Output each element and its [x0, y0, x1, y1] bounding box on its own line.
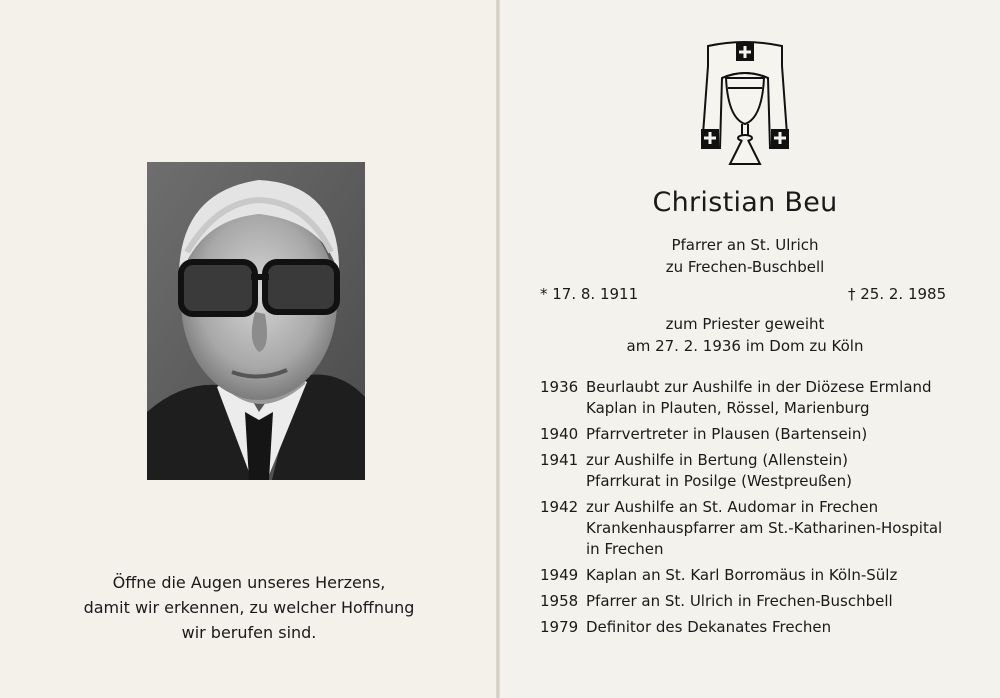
timeline-text: Pfarrvertreter in Plausen (Bartensein) [586, 425, 868, 443]
ordination-line: am 27. 2. 1936 im Dom zu Köln [626, 337, 864, 355]
timeline-year: 1936 [540, 378, 579, 396]
verse [40, 570, 458, 645]
timeline-text: Pfarrer an St. Ulrich in Frechen-Buschbell [586, 592, 893, 610]
timeline-entry [540, 497, 980, 560]
timeline-text: zur Aushilfe an St. Audomar in Frechen [586, 498, 879, 516]
timeline-entry [540, 450, 980, 492]
timeline-year: 1949 [540, 566, 579, 584]
timeline-entry [540, 565, 980, 586]
timeline-text: Krankenhauspfarrer am St.-Katharinen-Hospital [586, 519, 943, 537]
verse-line: damit wir erkennen, zu welcher Hoffnung [83, 598, 415, 617]
timeline-entry [540, 377, 980, 419]
birth-date: * 17. 8. 1911 [540, 285, 639, 303]
timeline-year: 1940 [540, 425, 579, 443]
timeline-entry [540, 424, 980, 445]
timeline-text: Definitor des Dekanates Frechen [586, 618, 832, 636]
timeline-year: 1942 [540, 498, 579, 516]
timeline-year: 1958 [540, 592, 579, 610]
chalice-stole-emblem [688, 38, 802, 170]
timeline-text: Pfarrkurat in Posilge (Westpreußen) [586, 472, 852, 490]
ordination-line: zum Priester geweiht [665, 315, 825, 333]
timeline-text: zur Aushilfe in Bertung (Allenstein) [586, 451, 848, 469]
timeline-year: 1979 [540, 618, 579, 636]
verse-line: wir berufen sind. [181, 623, 317, 642]
deceased-name: Christian Beu [652, 187, 838, 218]
role-line: Pfarrer an St. Ulrich [671, 236, 819, 254]
ordination [560, 313, 930, 357]
timeline-entry [540, 617, 980, 638]
card-fold [496, 0, 500, 698]
verse-line: Öffne die Augen unseres Herzens, [112, 573, 386, 592]
portrait-photo [147, 162, 365, 480]
career-timeline [540, 377, 980, 643]
role [560, 234, 930, 278]
timeline-year: 1941 [540, 451, 579, 469]
role-line: zu Frechen-Buschbell [665, 258, 825, 276]
timeline-text: Kaplan an St. Karl Borromäus in Köln-Sülz [586, 566, 898, 584]
timeline-text: Beurlaubt zur Aushilfe in der Diözese Ermland [586, 378, 932, 396]
timeline-entry [540, 591, 980, 612]
timeline-text: Kaplan in Plauten, Rössel, Marienburg [586, 399, 870, 417]
death-date: † 25. 2. 1985 [848, 285, 947, 303]
timeline-text: in Frechen [586, 540, 664, 558]
